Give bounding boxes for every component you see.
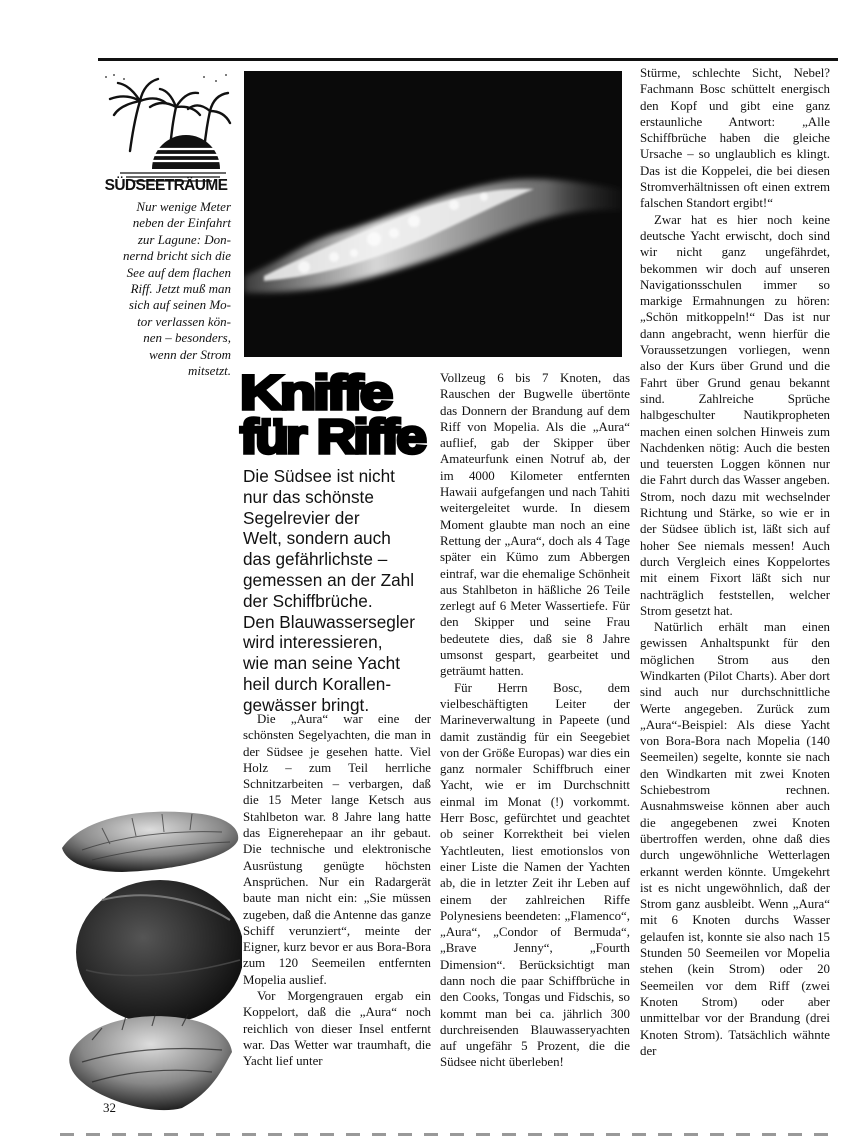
breaking-wave-photo	[244, 71, 622, 357]
lead-line: Den Blauwassersegler	[243, 611, 415, 632]
lead-line: gewässer bringt.	[243, 694, 370, 715]
seashells-photo	[62, 800, 242, 1115]
top-rule	[98, 58, 838, 61]
body-column-3	[640, 65, 830, 1059]
body-paragraph: Stürme, schlechte Sicht, Nebel? Fachmann Bosc schüttelt energisch den Kopf und gibt eine ganz erstaunliche Antwort: „Alle Schiffbrüche haben die gleiche Ursache – so unglaublich es klingt. Das ist die Koppelei, die bei diesen Stromverhältnissen oft einen extrem falschen Standort ergibt!“	[640, 66, 830, 211]
body-paragraph: Die „Aura“ war eine der schönsten Segelyachten, die man in der Südsee je gesehen hatte. Viel Holz – zum Teil herrliche Schnitzarbeiten – verbargen, daß die 15 Meter lange Ketsch aus Stahlbeton war. 8 Jahre lang hatte das Eignerehepaar an ihr gebaut. Die technische und elektronische Ausrüstung genügte höchsten Ansprüchen. Nur ein Radargerät baute man nicht ein: „Sie müssen zugeben, daß die Antenne das ganze Schiff verunziert“, meinte der Eigner, kurz bevor er aus Bora-Bora zum 120 Seemeilen entfernten Mopelia auslief.	[243, 712, 431, 987]
lead-line: Segelrevier der	[243, 507, 360, 528]
caption-line: nen – besonders,	[143, 330, 231, 346]
body-paragraph: Für Herrn Bosc, dem vielbeschäftigten Leiter der Marineverwaltung in Papeete (und damit zuständig für ein Seegebiet von der Größe Europas) war dies ein ganz normaler Schiffbruch einer Yacht, wie er im Durchschnitt einmal im Monat (!) vorkommt. Herr Bosc, gefürchtet und geachtet ob seiner Korrektheit bei vielen Yachtleuten, liest emotionslos von einer Liste die Namen der Yachten ab, die in letzter Zeit ihr Leben auf einem der zahlreichen Riffe Polynesiens beendeten: „Flamenco“, „Aura“, „Condor of Bermuda“, „Brave Jenny“, „Fourth Dimension“. Berücksichtigt man dann noch die paar Schiffbrüche in den Cooks, Tongas und Fidschis, so kommt man bei ca. jährlich 300 durchreisenden Blauwasseryachten auf ungefähr 5 Prozent, die die Südsee nicht überleben!	[440, 680, 630, 1070]
lead-line: Die Südsee ist nicht	[243, 466, 395, 486]
caption-line: nernd bricht sich die	[123, 248, 231, 264]
caption-line: mitsetzt.	[188, 363, 231, 379]
lead-line: Welt, sondern auch	[243, 528, 391, 549]
lead-line: wie man seine Yacht	[243, 653, 401, 674]
body-paragraph: Zwar hat es hier noch keine deutsche Yacht erwischt, doch sind wir nicht ganz ungefährdet, bekommen wir doch auf unseren Navigationsschulen immer so markige Ermahnungen zu hören: „Schön mitkoppeln!“ Das ist nur dann angebracht, wenn hierfür die Voraussetzungen vorliegen, wenn also der Kurs über Grund und die Fahrt über Grund genau bekannt sind. Zahlreiche Sprüche halbgeschulter Nautikpropheten machen einen solchen Hinweis zum Nachdenken nötig: Auch die besten und teuersten Loggen können nur die Fahrt durch das Wasser angeben. Strom, noch dazu mit wechselnder Richtung und Stärke, so wie er in der Südsee üblich ist, läßt sich auf hoher See niemals messen! Auch durch Vergleich eines Koppelortes mit einem Fixort läßt sich nur nachträglich feststellen, welcher Strom gesetzt hat.	[640, 212, 830, 618]
caption-line: zur Lagune: Don-	[137, 231, 231, 247]
section-logo-label: SÜDSEETRÄUME	[104, 177, 228, 194]
lead-line: der Schiffbrüche.	[243, 590, 373, 611]
lead-line: das gefährlichste –	[243, 549, 388, 570]
palm-sunset-icon	[100, 71, 232, 199]
headline-line2: für Riffe	[240, 411, 427, 457]
headline	[238, 369, 428, 457]
caption-line: tor verlassen kön-	[137, 313, 231, 329]
bottom-edge-strip	[0, 1124, 864, 1130]
caption-line: neben der Einfahrt	[132, 215, 231, 231]
headline-line1: Kniffe	[240, 369, 393, 420]
caption-line: Nur wenige Meter	[136, 199, 231, 214]
caption-line: wenn der Strom	[149, 346, 231, 362]
lead-line: wird interessieren,	[243, 632, 383, 653]
body-paragraph: Vor Morgengrauen ergab ein Koppelort, daß die „Aura“ noch reichlich von dieser Insel entfernt war. Das Wetter war traumhaft, die Yacht lief unter	[243, 989, 431, 1069]
caption-line: See auf dem flachen	[126, 264, 231, 280]
caption-line: Riff. Jetzt muß man	[130, 281, 231, 297]
body-paragraph: Natürlich erhält man einen gewissen Anhaltspunkt für den möglichen Strom aus den Windkarten (Pilot Charts). Aber dort sind auch nur durchschnittliche Werte angegeben. Zurück zum „Aura“-Beispiel: Als diese Yacht von Bora-Bora nach Mopelia (140 Seemeilen) segelte, konnte sie nach den Windkarten mit zwei Knoten Schiebestrom rechnen. Ausnahmsweise können aber auch die angegebenen zwei Knoten übertroffen werden, ohne daß dies durch ungewöhnliche Wetterlagen erkannt werden könnte. Umgekehrt ist es nicht ungewöhnlich, daß der Strom ganz ausbleibt. Wenn „Aura“ mit 6 Knoten durchs Wasser gelaufen ist, konnte sie also nach 15 Stunden 50 Seemeilen vor Mopelia stehen (kein Strom) oder 20 Seemeilen vor dem Riff (zwei Knoten Strom) oder aber unmittelbar vor der Brandung (drei Knoten Strom). Tatsächlich wähnte der	[640, 620, 830, 1058]
body-column-1	[243, 711, 431, 1070]
caption-line: sich auf seinen Mo-	[128, 297, 231, 313]
body-column-2	[440, 370, 630, 1071]
lead-line: gemessen an der Zahl	[243, 569, 415, 590]
lead-line: nur das schönste	[243, 486, 374, 507]
lead-paragraph	[243, 466, 431, 716]
photo-caption	[100, 199, 231, 379]
page-number: 32	[103, 1100, 116, 1115]
body-paragraph: Vollzeug 6 bis 7 Knoten, das Rauschen der Bugwelle übertönte das Donnern der Brandung auf dem Riff von Mopelia. Als die „Aura“ auflief, gab der Skipper über Amateurfunk einen Notruf ab, der im 4000 Kilometer entfernten Hawaii aufgefangen und nach Tahiti weitergeleitet wurde. In diesem Moment glaubte man noch an eine Rettung der „Aura“, doch als 4 Tage später ein Kümo zum Abbergen eintraf, war die ehemalige Schönheit aus Stahlbeton in häßliche 26 Teile zerlegt auf 6 Meter Wassertiefe. Für den Skipper und seine Frau bedeutete dies, daß sie 8 Jahre umsonst gespart, gearbeitet und geträumt hatten.	[440, 371, 630, 679]
lead-line: heil durch Korallen-	[243, 673, 392, 694]
